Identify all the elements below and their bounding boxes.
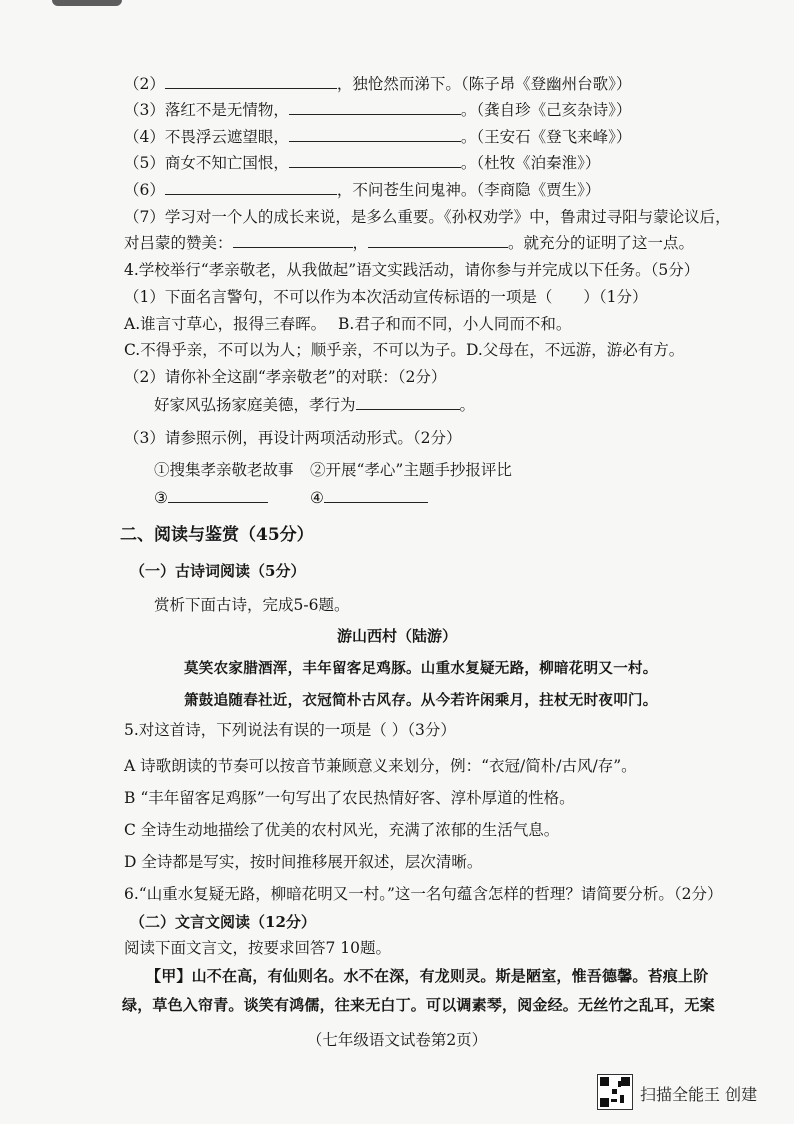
q3-item7-line2: 对吕蒙的赞美： ， 。就充分的证明了这一点。	[124, 234, 695, 252]
q3-item3: （3）落红不是无情物， 。（龚自珍《己亥杂诗》）	[124, 101, 632, 119]
classical-text-line: 绿，草色入帘青。谈笑有鸿儒，往来无白丁。可以调素琴，阅金经。无丝竹之乱耳，无案	[122, 996, 715, 1014]
scan-smudge	[52, 0, 122, 6]
q4-intro: 4.学校举行“孝亲敬老，从我做起”语文实践活动，请你参与并完成以下任务。（5分）	[124, 261, 700, 279]
q5-option-d: D 全诗都是写实，按时间推移展开叙述，层次清晰。	[124, 853, 483, 871]
poetry-intro: 赏析下面古诗，完成5-6题。	[154, 596, 350, 614]
answer-blank[interactable]	[356, 395, 460, 410]
q3-item4: （4）不畏浮云遮望眼， 。（王安石《登飞来峰》）	[124, 128, 632, 146]
scanner-watermark: 扫描全能王 创建	[640, 1085, 758, 1104]
q4-option-a: A.谁言寸草心，报得三春晖。	[124, 315, 327, 333]
q5-option-b: B “丰年留客足鸡豚”一句写出了农民热情好客、淳朴厚道的性格。	[124, 789, 575, 807]
poem-title: 游山西村（陆游）	[336, 627, 457, 645]
q4-option-c: C.不得乎亲，不可以为人；顺乎亲，不可以为子。	[124, 341, 466, 359]
q4-example1: ①搜集孝亲敬老故事	[154, 461, 294, 479]
answer-blank[interactable]	[368, 233, 508, 248]
q4-answer3: ③	[154, 488, 268, 508]
q4-sub2: （2）请你补全这副“孝亲敬老”的对联：（2分）	[124, 368, 447, 386]
answer-blank[interactable]	[233, 233, 353, 248]
q4-couplet: 好家风弘扬家庭美德，孝行为 。	[154, 396, 476, 414]
q4-option-b: B.君子和而不同，小人同而不和。	[338, 315, 572, 333]
q4-sub3: （3）请参照示例，再设计两项活动形式。（2分）	[124, 429, 462, 447]
classical-text-line: 【甲】山不在高，有仙则名。水不在深，有龙则灵。斯是陋室，惟吾德馨。苔痕上阶	[146, 967, 709, 985]
answer-blank[interactable]	[168, 488, 268, 503]
q3-item2: （2） ，独怆然而涕下。（陈子昂《登幽州台歌》）	[124, 75, 632, 93]
q5-stem: 5.对这首诗，下列说法有误的一项是（ ）（3分）	[124, 721, 456, 739]
q3-item7-line1: （7）学习对一个人的成长来说，是多么重要。《孙权劝学》中，鲁肃过寻阳与蒙论议后，	[124, 208, 731, 226]
answer-blank[interactable]	[289, 153, 461, 168]
answer-blank[interactable]	[289, 100, 461, 115]
q5-option-a: A 诗歌朗读的节奏可以按音节兼顾意义来划分，例：“衣冠/简朴/古风/存”。	[124, 757, 637, 775]
subsection-title-poetry: （一）古诗词阅读（5分）	[130, 562, 306, 580]
q4-answer4: ④	[310, 488, 428, 508]
q4-sub1: （1）下面名言警句，不可以作为本次活动宣传标语的一项是（ ）（1分）	[124, 288, 648, 306]
answer-blank[interactable]	[165, 180, 337, 195]
q6-stem: 6.“山重水复疑无路，柳暗花明又一村。”这一名句蕴含怎样的哲理？请简要分析。（2分）	[124, 885, 723, 903]
answer-blank[interactable]	[165, 74, 337, 89]
section-title: 二、阅读与鉴赏（45分）	[120, 525, 314, 545]
q4-example2: ②开展“孝心”主题手抄报评比	[310, 461, 512, 479]
q4-option-d: D.父母在，不远游，游必有方。	[466, 341, 685, 359]
page-footer: （七年级语文试卷第2页）	[306, 1031, 488, 1049]
classical-intro: 阅读下面文言文，按要求回答7 10题。	[124, 939, 392, 957]
qr-code-icon	[597, 1074, 633, 1110]
q3-item5: （5）商女不知亡国恨， 。（杜牧《泊秦淮》）	[124, 154, 601, 172]
poem-line: 莫笑农家腊酒浑，丰年留客足鸡豚。山重水复疑无路，柳暗花明又一村。	[184, 660, 658, 677]
answer-blank[interactable]	[289, 127, 461, 142]
q5-option-c: C 全诗生动地描绘了优美的农村风光，充满了浓郁的生活气息。	[124, 821, 560, 839]
answer-blank[interactable]	[324, 488, 428, 503]
poem-line: 箫鼓追随春社近，衣冠简朴古风存。从今若许闲乘月，拄杖无时夜叩门。	[184, 692, 658, 709]
subsection-title-classical: （二）文言文阅读（12分）	[130, 913, 316, 931]
q3-item6: （6） ，不问苍生问鬼神。（李商隐《贾生》）	[124, 181, 601, 199]
